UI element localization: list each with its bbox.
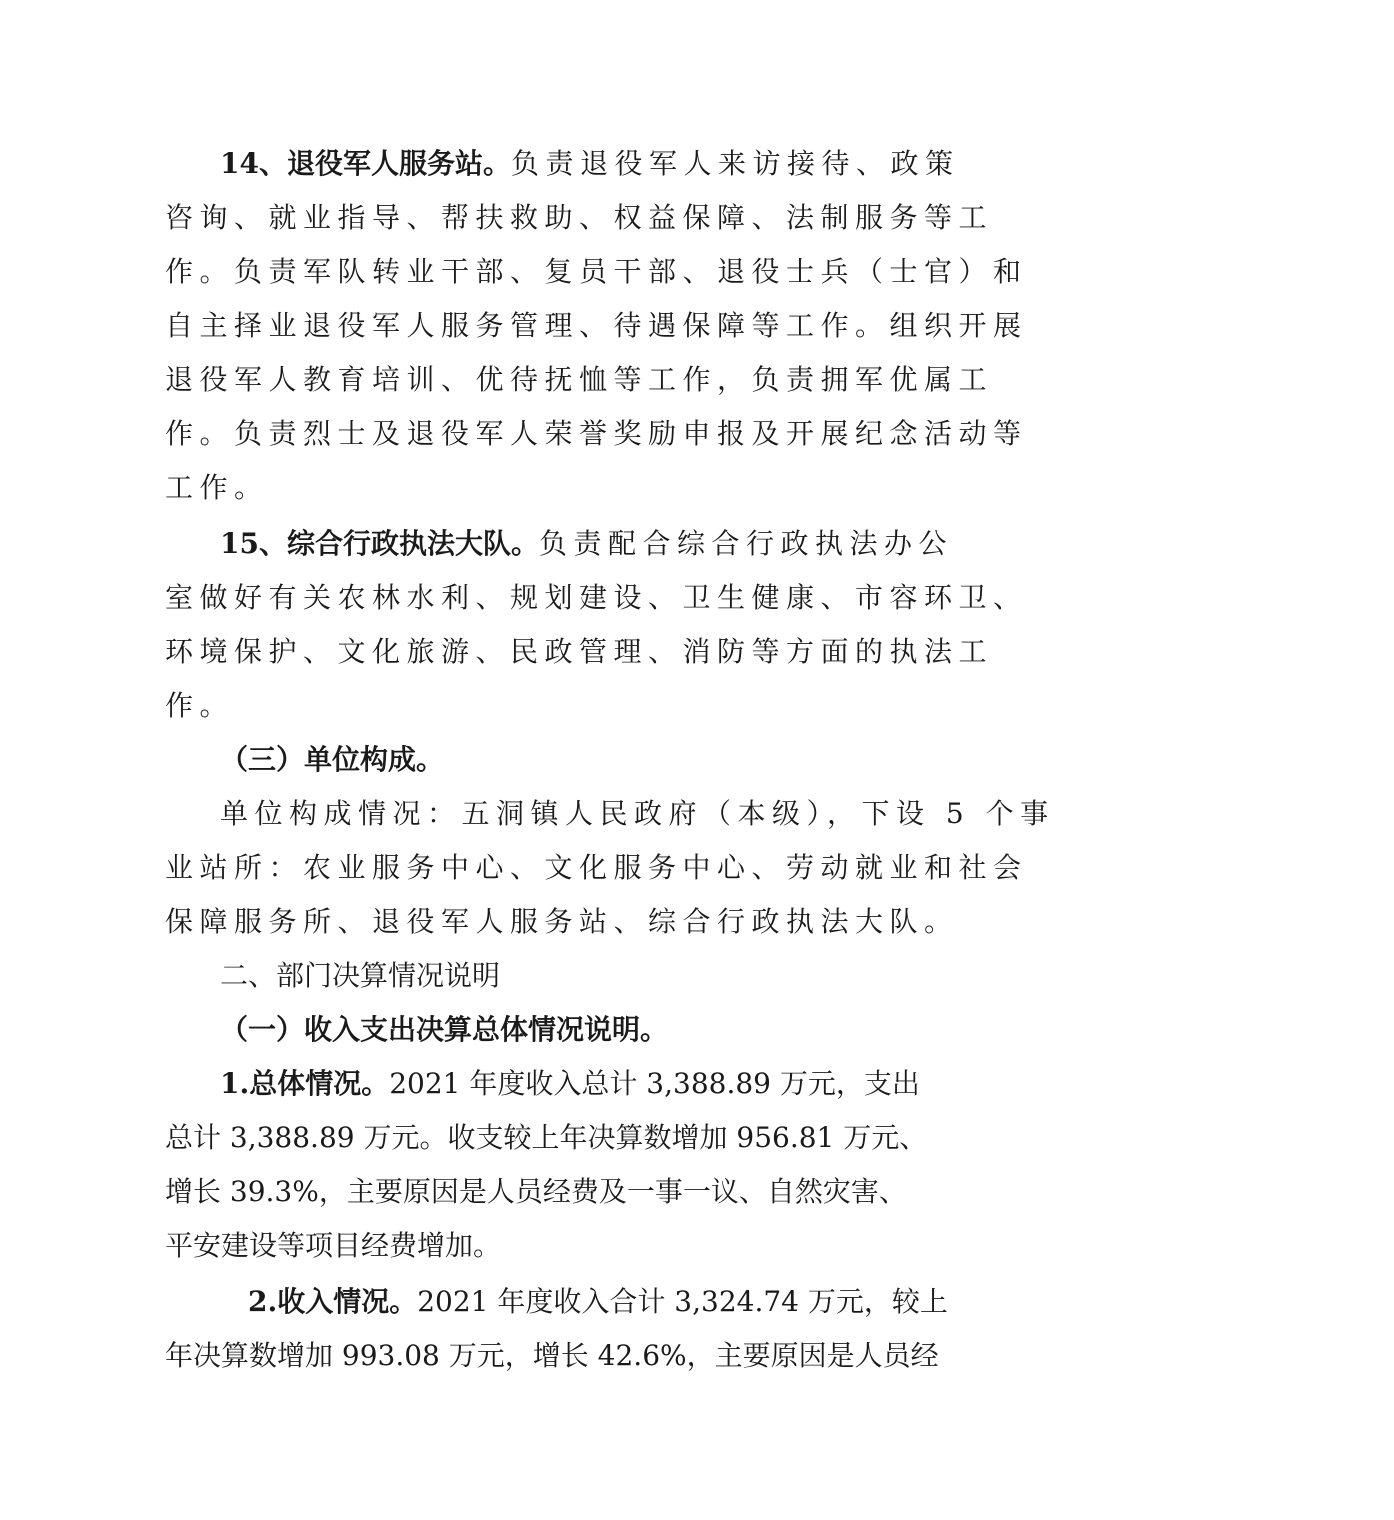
chapter-heading: 二、部门决算情况说明 <box>220 959 501 992</box>
paragraph-line: 咨询、就业指导、帮扶救助、权益保障、法制服务等工 <box>165 201 994 234</box>
paragraph-line: 自主择业退役军人服务管理、待遇保障等工作。组织开展 <box>165 309 1028 342</box>
paragraph-line: 室做好有关农林水利、规划建设、卫生健康、市容环卫、 <box>165 581 1028 614</box>
paragraph-line: 退役军人教育培训、优待抚恤等工作，负责拥军优属工 <box>165 363 994 396</box>
paragraph-line: 总计 3,388.89 万元。收支较上年决算数增加 956.81 万元、 <box>165 1121 928 1154</box>
section-heading: （三）单位构成。 <box>220 743 445 776</box>
paragraph-line: 作。 <box>165 689 235 722</box>
item-heading: 14、退役军人服务站。 <box>220 147 511 180</box>
item-heading: 15、综合行政执法大队。 <box>220 527 539 560</box>
paragraph-text: 负责配合综合行政执法办公 <box>538 527 953 560</box>
paragraph-text: 2021 年度收入总计 3,388.89 万元，支出 <box>389 1067 920 1100</box>
paragraph-line: 平安建设等项目经费增加。 <box>165 1229 502 1262</box>
paragraph-line: 年决算数增加 993.08 万元，增长 42.6%，主要原因是人员经 <box>165 1339 939 1372</box>
section-heading: （一）收入支出决算总体情况说明。 <box>220 1013 669 1046</box>
paragraph-line <box>220 524 980 564</box>
paragraph-line <box>220 144 980 184</box>
paragraph-line <box>248 1282 1008 1322</box>
paragraph-line: 单位构成情况：五洞镇人民政府（本级），下设 5 个事 <box>220 797 1055 830</box>
item-heading: 2.收入情况。 <box>248 1285 418 1318</box>
paragraph-line: 增长 39.3%，主要原因是人员经费及一事一议、自然灾害、 <box>165 1175 907 1208</box>
paragraph-line <box>220 1064 980 1104</box>
paragraph-line: 工作。 <box>165 471 269 504</box>
paragraph-text: 负责退役军人来访接待、政策 <box>510 147 960 180</box>
item-heading: 1.总体情况。 <box>220 1067 390 1100</box>
paragraph-line: 作。负责军队转业干部、复员干部、退役士兵（士官）和 <box>165 255 1028 288</box>
paragraph-line: 作。负责烈士及退役军人荣誉奖励申报及开展纪念活动等 <box>165 417 1028 450</box>
paragraph-text: 2021 年度收入合计 3,324.74 万元，较上 <box>417 1285 948 1318</box>
paragraph-line: 保障服务所、退役军人服务站、综合行政执法大队。 <box>165 905 959 938</box>
paragraph-line: 业站所：农业服务中心、文化服务中心、劳动就业和社会 <box>165 851 1028 884</box>
paragraph-line: 环境保护、文化旅游、民政管理、消防等方面的执法工 <box>165 635 994 668</box>
